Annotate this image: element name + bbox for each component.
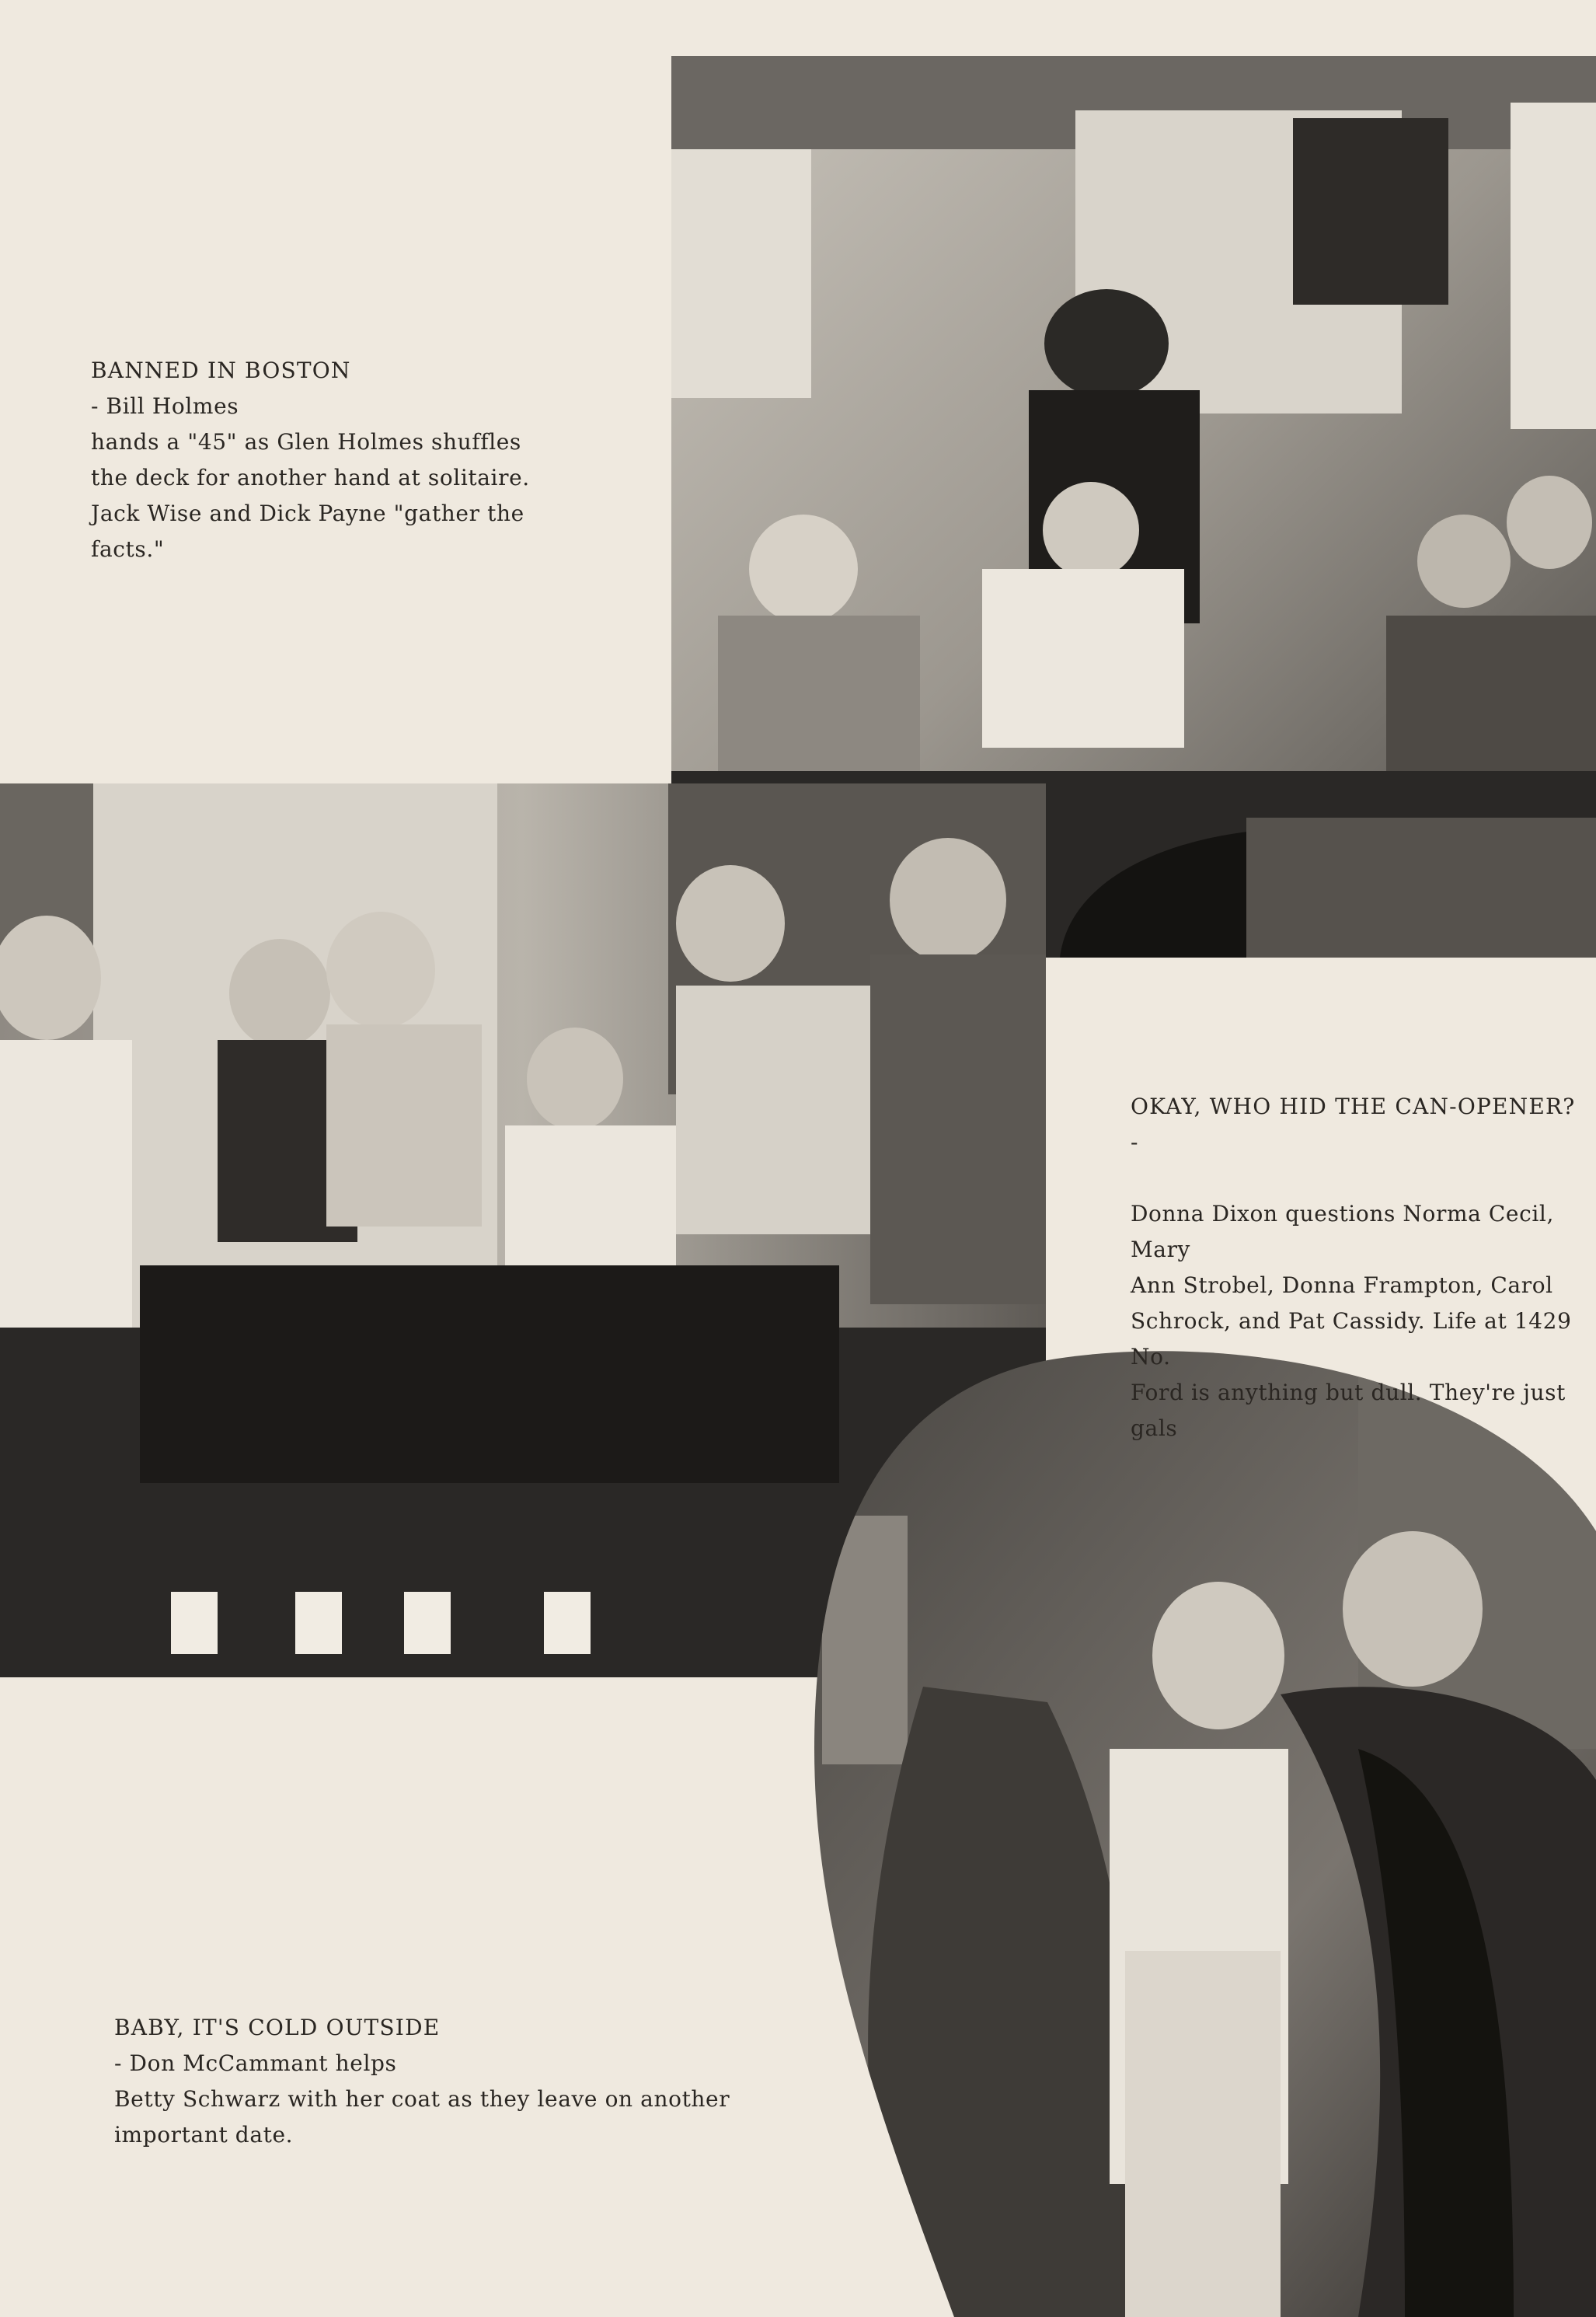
caption-okay-title: OKAY, WHO HID THE CAN-OPENER? - — [1131, 1094, 1576, 1155]
caption-baby-text: - Don McCammant helps Betty Schwarz with her coat as they leave on another important date. — [114, 2050, 730, 2148]
caption-baby-title: BABY, IT'S COLD OUTSIDE — [114, 2015, 441, 2040]
caption-okay-can-opener — [1131, 1053, 1589, 1446]
photo-couple-coat-image — [814, 1345, 1596, 2317]
caption-banned-text: - Bill Holmes hands a "45" as Glen Holmes shuffles the deck for another hand at solitaire. Jack Wise and Dick Payne "gather the facts." — [91, 393, 530, 562]
caption-okay-text: Donna Dixon questions Norma Cecil, Mary Ann Strobel, Donna Frampton, Carol Schrock, and Pat Cassidy. Life at 1429 No. Ford is anything but dull. They're just gals — [1131, 1201, 1572, 1441]
caption-banned-in-boston — [91, 317, 588, 567]
caption-baby-cold-outside — [114, 1974, 782, 2153]
caption-banned-title: BANNED IN BOSTON — [91, 358, 351, 383]
photo-couple-coat — [814, 1345, 1596, 2317]
